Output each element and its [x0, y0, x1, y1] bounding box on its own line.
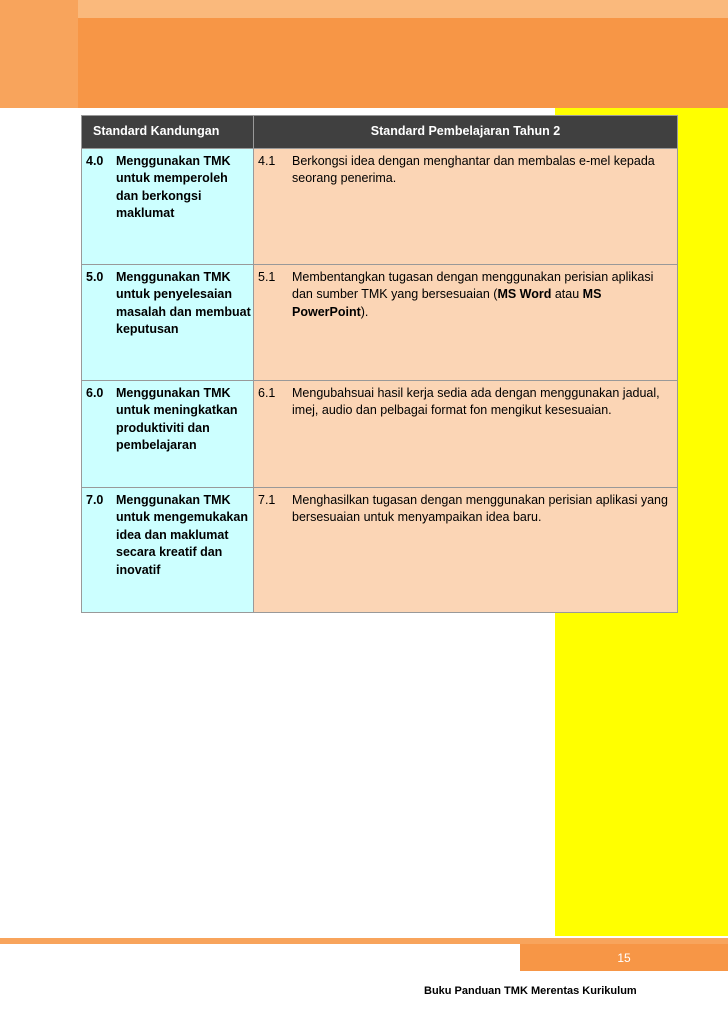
- item-text: Mengubahsuai hasil kerja sedia ada dengan menggunakan jadual, imej, audio dan pelbagai format fon mengikut kesesuaian.: [292, 386, 660, 418]
- header-standard-pembelajaran: Standard Pembelajaran Tahun 2: [254, 116, 678, 149]
- kandungan-cell: [82, 488, 254, 613]
- table-row: [82, 488, 678, 613]
- header-standard-kandungan: Standard Kandungan: [82, 116, 254, 149]
- kandungan-number: 6.0: [86, 386, 104, 400]
- table-row: [82, 265, 678, 381]
- item-text: Berkongsi idea dengan menghantar dan membalas e-mel kepada seorang penerima.: [292, 154, 655, 186]
- table-row: [82, 381, 678, 488]
- pembelajaran-cell: [254, 381, 678, 488]
- kandungan-text: Menggunakan TMK untuk penyelesaian masalah dan membuat keputusan: [116, 270, 251, 337]
- kandungan-number: 4.0: [86, 154, 104, 168]
- kandungan-text: Menggunakan TMK untuk memperoleh dan berkongsi maklumat: [116, 154, 231, 221]
- standards-table: [81, 115, 678, 613]
- footer-title: Buku Panduan TMK Merentas Kurikulum: [424, 985, 637, 997]
- pembelajaran-cell: [254, 488, 678, 613]
- kandungan-text: Menggunakan TMK untuk meningkatkan produktiviti dan pembelajaran: [116, 386, 238, 453]
- pembelajaran-cell: [254, 265, 678, 381]
- item-text: Menghasilkan tugasan dengan menggunakan perisian aplikasi yang bersesuaian untuk menyampaikan idea baru.: [292, 493, 668, 525]
- item-number: 5.1: [258, 270, 276, 284]
- item-text: Membentangkan tugasan dengan menggunakan perisian aplikasi dan sumber TMK yang bersesuaian (MS Word atau MS PowerPoint).: [292, 270, 654, 319]
- table-row: [82, 149, 678, 265]
- table-header-row: [82, 116, 678, 149]
- item-number: 6.1: [258, 386, 276, 400]
- pembelajaran-cell: [254, 149, 678, 265]
- kandungan-number: 5.0: [86, 270, 104, 284]
- kandungan-cell: [82, 265, 254, 381]
- kandungan-cell: [82, 381, 254, 488]
- item-number: 4.1: [258, 154, 276, 168]
- kandungan-number: 7.0: [86, 493, 104, 507]
- item-number: 7.1: [258, 493, 276, 507]
- kandungan-cell: [82, 149, 254, 265]
- ms-word-text: MS Word: [497, 287, 552, 302]
- ms-powerpoint-text: MS PowerPoint: [292, 287, 602, 319]
- page-number: 15: [520, 944, 728, 971]
- kandungan-text: Menggunakan TMK untuk mengemukakan idea dan maklumat secara kreatif dan inovatif: [116, 493, 248, 577]
- header-left-strip: [0, 0, 78, 108]
- header-highlight: [0, 0, 728, 18]
